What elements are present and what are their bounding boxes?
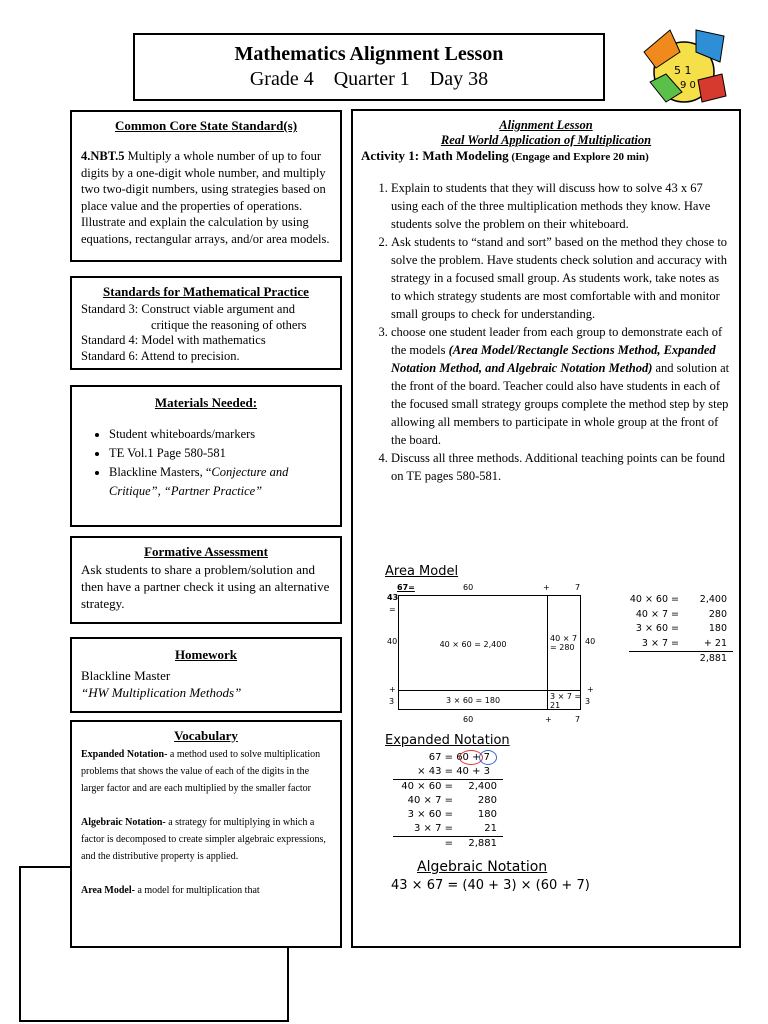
area-cell-text: 40 × 7 = 280 [550, 634, 578, 652]
area-left-label: = [389, 605, 396, 614]
lesson-step [391, 323, 731, 449]
area-model-diagram [371, 583, 601, 733]
list-item: • Student whiteboards/markers [109, 425, 331, 444]
step-text: choose one student leader from each group to demonstrate each of the models [391, 325, 723, 357]
area-cell [398, 690, 548, 710]
area-cell [547, 595, 581, 691]
ccss-description: Multiply a whole number of up to four digits by a one-digit whole number, and multiply two two-digit numbers, using strategies based on place value and the properties of operations. Illustrate and explain the calculation by using equations, rectangular arrays, and/or area models. [81, 149, 330, 246]
area-cell-text: 3 × 7 = 21 [550, 692, 582, 710]
title-box [133, 33, 605, 101]
area-bottom-label: 60 [463, 715, 474, 724]
expanded-value: 21 [484, 823, 497, 834]
lesson-step: 2. Ask students to “stand and sort” based on the method they chose to solve the problem. Have students check solution and accuracy with strategy in a focused small group. As students work, take notes as to which strategy students are most comfortable with and monitor small groups to check for understanding. [391, 233, 731, 323]
ccss-text [81, 148, 331, 247]
product-value: 2,400 [699, 594, 727, 605]
formative-box [70, 536, 342, 624]
term-definition: a method used to solve multiplication problems that shows the value of each of the digits in the larger factor and are each multiplied by the smaller factor [81, 749, 321, 794]
activity-note: (Engage and Explore 20 min) [508, 151, 649, 163]
materials-box [70, 385, 342, 527]
product-expression: 40 × 60 = [629, 594, 679, 605]
highlight-circle [479, 750, 497, 765]
term-name: Area Model- [81, 885, 135, 896]
expanded-value: 2,400 [468, 781, 497, 792]
area-cell-large [398, 595, 548, 691]
product-row [615, 593, 733, 608]
vocab-term [81, 746, 331, 797]
materials-heading: Materials Needed: [154, 395, 258, 410]
smp-box [70, 276, 342, 370]
formative-heading: Formative Assessment [144, 544, 268, 559]
vocab-term [81, 882, 331, 899]
list-item: • TE Vol.1 Page 580-581 [109, 444, 331, 463]
area-cell-text: 3 × 60 = 180 [445, 696, 501, 705]
ccss-heading: Common Core State Standard(s) [114, 118, 298, 133]
smp-item: Standard 6: Attend to precision. [81, 348, 240, 363]
svg-text:5 1: 5 1 [674, 64, 692, 77]
area-cell-text: 40 × 60 = 2,400 [439, 640, 507, 649]
homework-line: “HW Multiplication Methods” [81, 685, 242, 700]
area-model-label: Area Model [385, 564, 459, 579]
page-subtitle [135, 68, 603, 91]
term-name: Expanded Notation- [81, 749, 168, 760]
expanded-notation-label: Expanded Notation [385, 733, 510, 748]
page-title: Mathematics Alignment Lesson [234, 43, 504, 65]
vocab-heading: Vocabulary [174, 728, 238, 743]
expanded-row [393, 765, 503, 780]
expanded-expression: 3 × 7 = [413, 823, 453, 834]
expanded-row [393, 808, 503, 822]
area-bottom-label: + [545, 715, 552, 724]
expanded-value: 40 + 3 [456, 766, 491, 777]
step-emphasis: (Area Model/Rectangle Sections Method, Expanded Notation Method, and Algebraic Notation Method) [391, 343, 716, 375]
expanded-row [393, 794, 503, 808]
smp-item: Standard 3: Construct viable argument and [81, 302, 295, 316]
product-value: 280 [708, 608, 727, 620]
smp-heading: Standards for Mathematical Practice [103, 284, 309, 299]
lesson-step: 1. Explain to students that they will discuss how to solve 43 x 67 using each of the three multiplication methods they know. Have students solve the problem on their whiteboard. [391, 179, 731, 233]
product-value: + 21 [703, 637, 727, 649]
grade: Grade 4 [249, 68, 314, 90]
algebraic-equation: 43 × 67 = (40 + 3) × (60 + 7) [391, 878, 590, 893]
lesson-step: 4. Discuss all three methods. Additional teaching points can be found on TE pages 580-581. [391, 449, 731, 485]
product-row [615, 652, 733, 667]
term-name: Algebraic Notation- [81, 817, 166, 828]
smp-item: critique the reasoning of others [151, 317, 307, 332]
area-cell [547, 690, 581, 710]
area-bottom-label: 7 [575, 715, 581, 724]
expanded-value: 280 [477, 795, 497, 806]
expanded-row [393, 780, 503, 794]
expanded-expression: 40 × 7 = [407, 795, 453, 806]
day: Day 38 [429, 68, 489, 90]
area-top-label: + [543, 583, 550, 592]
lesson-box [351, 109, 741, 948]
expanded-expression: × 43 = [417, 766, 453, 777]
vocab-box [70, 720, 342, 948]
expanded-total: 2,881 [468, 838, 497, 849]
formative-text: Ask students to share a problem/solution and then have a partner check it using an alternative strategy. [81, 562, 330, 611]
product-expression: 40 × 7 = [635, 608, 679, 620]
product-row [615, 622, 733, 637]
smp-item: Standard 4: Model with mathematics [81, 333, 266, 347]
materials-list [81, 425, 331, 501]
list-item [109, 463, 331, 501]
ccss-box [70, 110, 342, 262]
product-expression: 3 × 7 = [641, 637, 679, 649]
expanded-value: 60 + 7 [456, 752, 491, 763]
vocab-term [81, 814, 331, 865]
expanded-value: 180 [477, 809, 497, 820]
list-item-text: Blackline Masters, “ [109, 465, 212, 479]
lesson-steps [361, 179, 731, 485]
expanded-row [393, 837, 503, 851]
product-value: 180 [708, 623, 727, 634]
partial-products [615, 593, 733, 667]
expanded-row [393, 822, 503, 837]
svg-text:9 0: 9 0 [680, 80, 696, 91]
algebraic-notation-label: Algebraic Notation [417, 859, 548, 875]
product-row [615, 608, 733, 623]
list-item-emph: Conjecture and Critique”, “Partner Practice” [109, 465, 289, 498]
area-left-label: 43 [387, 593, 399, 602]
area-right-label: 40 [585, 637, 596, 646]
activity-title [361, 148, 731, 165]
lesson-heading: Alignment Lesson [499, 118, 593, 132]
activity-name: Activity 1: Math Modeling [361, 148, 509, 163]
product-total: 2,881 [699, 653, 727, 664]
product-expression: 3 × 60 = [635, 623, 679, 634]
area-left-label: 3 [389, 697, 395, 706]
area-left-label: 40 [387, 637, 398, 646]
expanded-expression: 3 × 60 = [407, 809, 453, 820]
term-definition: a strategy for multiplying in which a factor is decomposed to create simpler algebraic expressions, and the distributive property is applied. [81, 817, 326, 862]
area-top-label: 60 [463, 583, 474, 592]
step-text: and solution at the front of the board. Teacher could also have students in each of the focused small strategy groups complete the method step by step allowing all members to participate in whole group at the front of the board. [391, 361, 730, 447]
expanded-expression: 40 × 60 = [401, 781, 453, 792]
area-left-label: + [389, 685, 396, 694]
homework-line: Blackline Master [81, 668, 171, 683]
area-top-label: 7 [575, 583, 581, 592]
area-right-label: 3 [585, 697, 591, 706]
expanded-notation [393, 751, 503, 851]
expanded-expression: 67 = [428, 752, 453, 763]
homework-heading: Homework [174, 647, 238, 662]
expanded-expression: = [444, 838, 453, 849]
quarter: Quarter 1 [333, 68, 410, 90]
homework-box [70, 637, 342, 713]
product-row [629, 637, 733, 653]
ccss-code: 4.NBT.5 [81, 149, 125, 163]
math-clipart-icon [636, 22, 732, 108]
area-right-label: + [587, 685, 594, 694]
area-top-label: 67= [397, 583, 415, 592]
lesson-subheading: Real World Application of Multiplication [440, 133, 652, 147]
term-definition: a model for multiplication that [134, 885, 260, 896]
